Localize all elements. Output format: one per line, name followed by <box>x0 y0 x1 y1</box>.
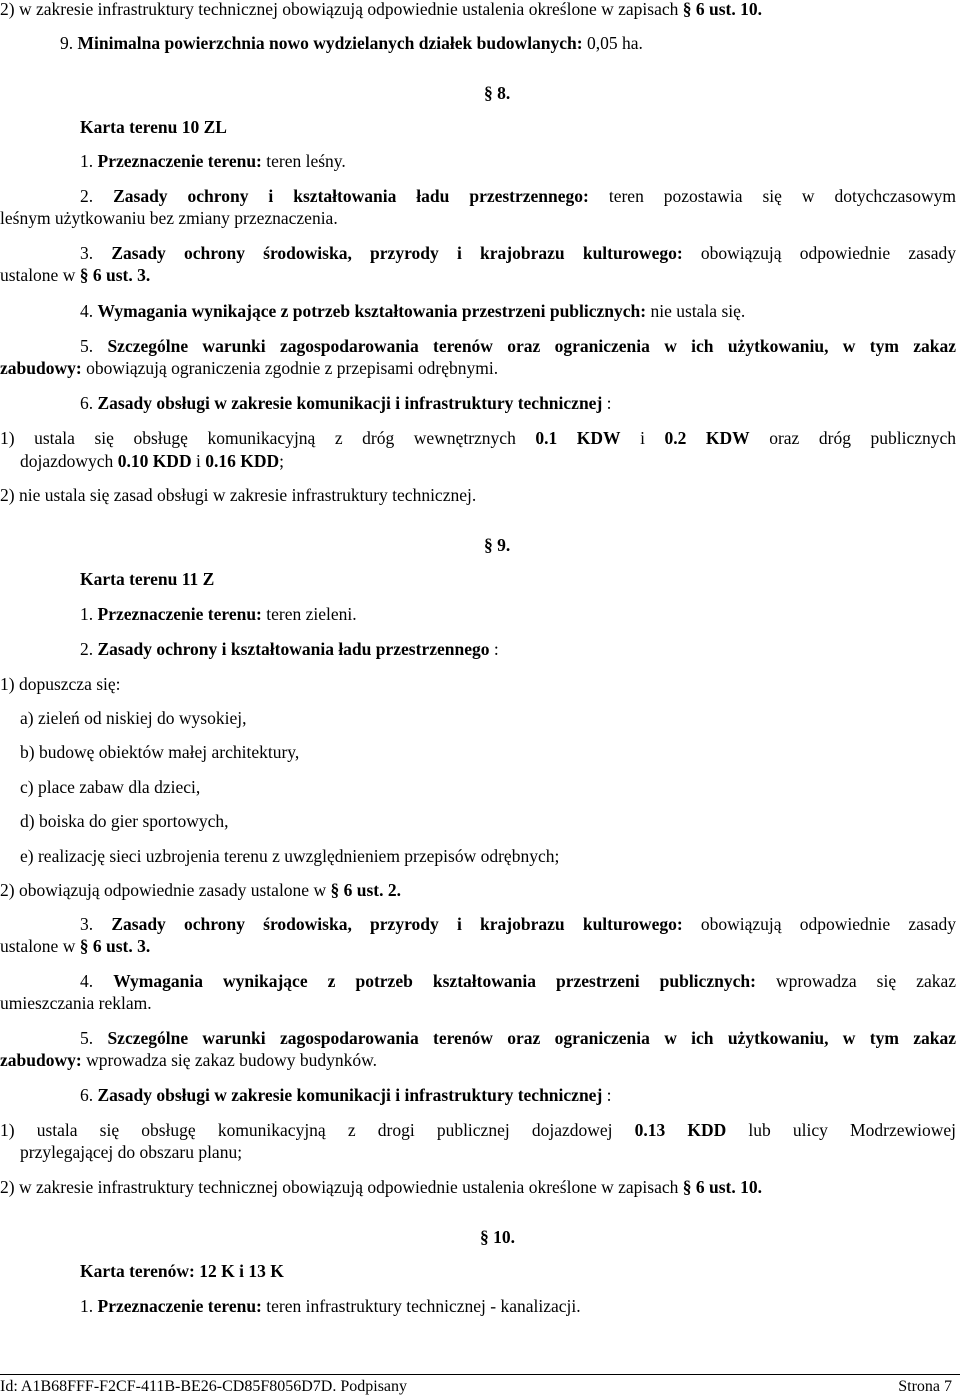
clause-environment-cont: ustalone w § 6 ust. 3. <box>0 265 151 285</box>
clause-min-area: 9. Minimalna powierzchnia nowo wydzielanych działek budowlanych: 0,05 ha. <box>60 33 643 53</box>
section-ref: § 6 ust. 10. <box>682 0 762 19</box>
clause-public-space: 4. Wymagania wynikające z potrzeb kształtowania przestrzeni publicznych: nie ustala się. <box>80 301 746 321</box>
clause-infra-prev: 2) w zakresie infrastruktury technicznej obowiązują odpowiednie ustalenia określone w zapisach § 6 ust. 10. <box>0 0 762 19</box>
clause-environment: 3. Zasady ochrony środowiska, przyrody i krajobrazu kulturowego: obowiązują odpowiednie zasady <box>80 914 956 934</box>
clause-purpose: 1. Przeznaczenie terenu: teren zieleni. <box>80 604 357 624</box>
clause-special-conditions-cont: zabudowy: obowiązują ograniczenia zgodnie z przepisami odrębnymi. <box>0 358 499 378</box>
list-item: c) place zabaw dla dzieci, <box>20 777 201 797</box>
card-title-12k-13k: Karta terenów: 12 K i 13 K <box>80 1261 284 1281</box>
card-title-11z: Karta terenu 11 Z <box>80 569 215 589</box>
clause-special-conditions: 5. Szczególne warunki zagospodarowania terenów oraz ograniczenia w ich użytkowaniu, w tym zakaz <box>80 336 957 356</box>
clause-purpose: 1. Przeznaczenie terenu: teren infrastruktury technicznej - kanalizacji. <box>80 1296 581 1316</box>
list-item: d) boiska do gier sportowych, <box>20 811 229 831</box>
clause-transport-1: 1) ustala się obsługę komunikacyjną z drogi publicznej dojazdowej 0.13 KDD lub ulicy Modrzewiowej <box>0 1120 956 1140</box>
clause-transport-1: 1) ustala się obsługę komunikacyjną z dróg wewnętrznych 0.1 KDW i 0.2 KDW oraz dróg publicznych <box>0 428 957 448</box>
clause-spatial-2: 2) obowiązują odpowiednie zasady ustalone w § 6 ust. 2. <box>0 880 401 900</box>
section-heading-8: § 8. <box>484 83 511 103</box>
clause-transport-1-cont: przylegającej do obszaru planu; <box>20 1142 243 1162</box>
clause-spatial-order-cont: leśnym użytkowaniu bez zmiany przeznaczenia. <box>0 208 338 228</box>
clause-transport-1-cont: dojazdowych 0.10 KDD i 0.16 KDD; <box>20 451 284 471</box>
clause-spatial-order: 2. Zasady ochrony i kształtowania ładu przestrzennego: teren pozostawia się w dotychczasowym <box>80 186 956 206</box>
page-footer <box>0 1374 960 1397</box>
clause-environment-cont: ustalone w § 6 ust. 3. <box>0 936 151 956</box>
clause-allowed: 1) dopuszcza się: <box>0 674 121 694</box>
clause-transport-2: 2) w zakresie infrastruktury technicznej obowiązują odpowiednie ustalenia określone w zapisach § 6 ust. 10. <box>0 1177 762 1197</box>
list-item: e) realizację sieci uzbrojenia terenu z uwzględnieniem przepisów odrębnych; <box>20 846 560 866</box>
clause-special-conditions-cont: zabudowy: wprowadza się zakaz budowy budynków. <box>0 1050 377 1070</box>
clause-transport-2: 2) nie ustala się zasad obsługi w zakresie infrastruktury technicznej. <box>0 485 477 505</box>
clause-spatial-order: 2. Zasady ochrony i kształtowania ładu przestrzennego : <box>80 639 499 659</box>
section-heading-9: § 9. <box>484 535 511 555</box>
clause-special-conditions: 5. Szczególne warunki zagospodarowania terenów oraz ograniczenia w ich użytkowaniu, w tym zakaz <box>80 1028 957 1048</box>
clause-public-space-cont: umieszczania reklam. <box>0 993 152 1013</box>
card-title-10zl: Karta terenu 10 ZL <box>80 117 227 137</box>
section-heading-10: § 10. <box>480 1227 515 1247</box>
page-number: Strona 7 <box>898 1378 952 1395</box>
clause-public-space: 4. Wymagania wynikające z potrzeb kształtowania przestrzeni publicznych: wprowadza się zakaz <box>80 971 956 991</box>
clause-environment: 3. Zasady ochrony środowiska, przyrody i krajobrazu kulturowego: obowiązują odpowiednie zasady <box>80 243 956 263</box>
list-item: b) budowę obiektów małej architektury, <box>20 742 300 762</box>
document-id: Id: A1B68FFF-F2CF-411B-BE26-CD85F8056D7D. Podpisany <box>0 1378 408 1395</box>
clause-transport: 6. Zasady obsługi w zakresie komunikacji i infrastruktury technicznej : <box>80 1085 612 1105</box>
clause-purpose: 1. Przeznaczenie terenu: teren leśny. <box>80 151 346 171</box>
clause-transport: 6. Zasady obsługi w zakresie komunikacji i infrastruktury technicznej : <box>80 393 612 413</box>
list-item: a) zieleń od niskiej do wysokiej, <box>20 708 247 728</box>
